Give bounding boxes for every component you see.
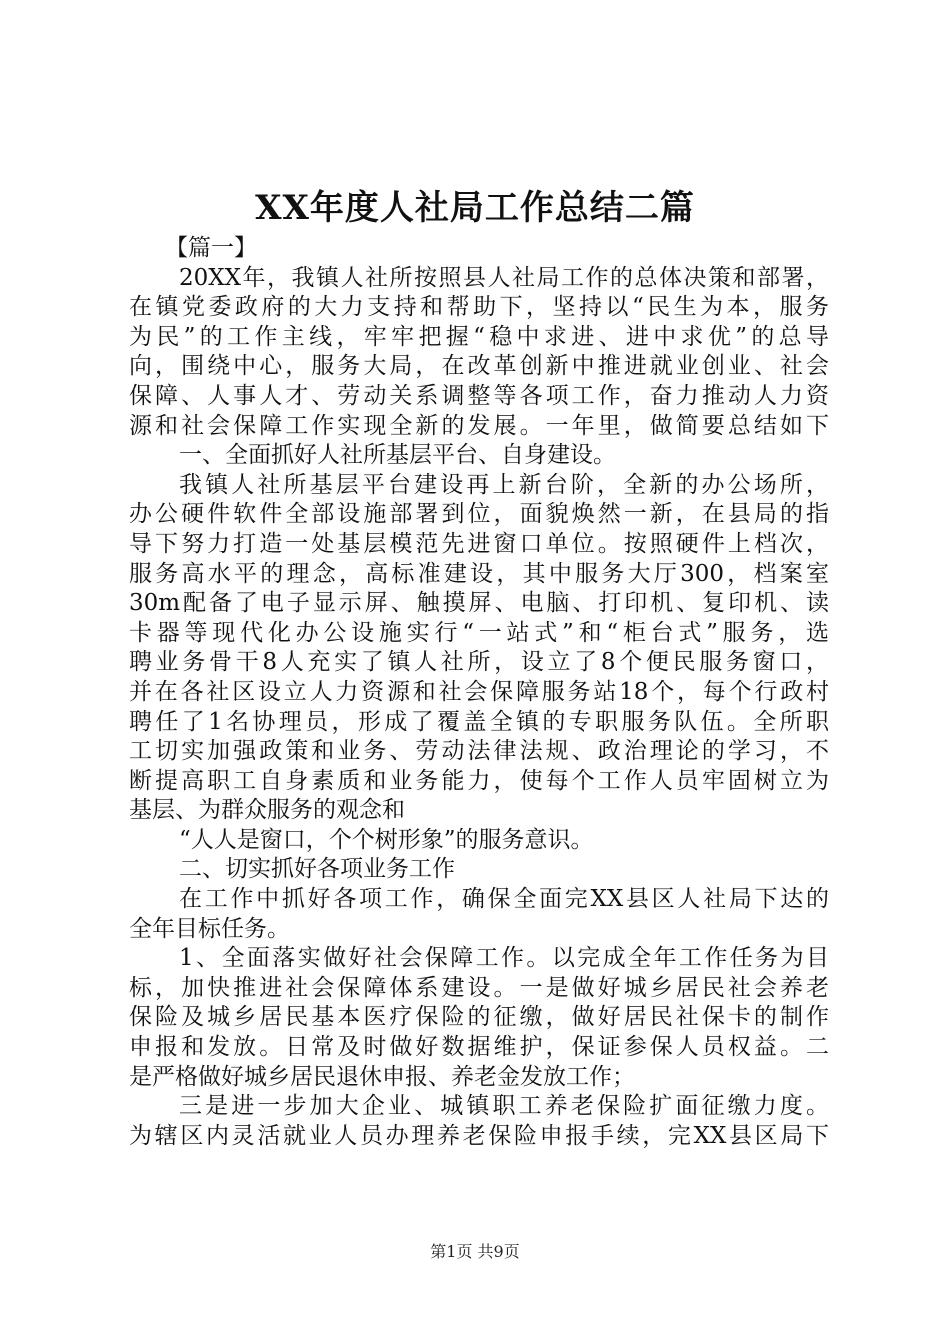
text-line: 标，加快推进社会保障体系建设。一是做好城乡居民社会养老 <box>129 974 829 1001</box>
text-line: 为民”的工作主线，牢牢把握“稳中求进、进中求优”的总导 <box>129 323 829 350</box>
text-line: 30m配备了电子显示屏、触摸屏、电脑、打印机、复印机、读 <box>129 590 829 617</box>
text-line: 三是进一步加大企业、城镇职工养老保险扩面征缴力度。 <box>179 1093 829 1120</box>
text-line: 向，围绕中心，服务大局，在改革创新中推进就业创业、社会 <box>129 353 829 380</box>
text-line: 1、全面落实做好社会保障工作。以完成全年工作任务为目 <box>179 945 829 972</box>
text-line: 并在各社区设立人力资源和社会保障服务站18个，每个行政村 <box>129 678 829 705</box>
text-line: 我镇人社所基层平台建设再上新台阶，全新的办公场所， <box>179 471 829 498</box>
text-line: 断提高职工自身素质和业务能力，使每个工作人员牢固树立为 <box>129 767 829 794</box>
text-line: 是严格做好城乡居民退休申报、养老金发放工作； <box>129 1063 635 1090</box>
text-line: 在工作中抓好各项工作，确保全面完XX县区人社局下达的 <box>179 886 829 913</box>
text-line: 卡器等现代化办公设施实行“一站式”和“柜台式”服务，选 <box>129 619 829 646</box>
text-line: 办公硬件软件全部设施部署到位，面貌焕然一新，在县局的指 <box>129 501 829 528</box>
text-line: 一、全面抓好人社所基层平台、自身建设。 <box>179 442 616 469</box>
text-line: 源和社会保障工作实现全新的发展。一年里，做简要总结如下 <box>129 412 829 439</box>
text-line: 服务高水平的理念，高标准建设，其中服务大厅300，档案室 <box>129 560 829 587</box>
document-body <box>129 234 829 1151</box>
text-line: 导下努力打造一处基层模范先进窗口单位。按照硬件上档次， <box>129 530 829 557</box>
text-line: 【篇一】 <box>165 235 257 261</box>
text-line: 二、切实抓好各项业务工作 <box>179 856 455 883</box>
text-line: 保障、人事人才、劳动关系调整等各项工作，奋力推动人力资 <box>129 382 829 409</box>
text-line: 保险及城乡居民基本医疗保险的征缴，做好居民社保卡的制作 <box>129 1004 829 1031</box>
text-line: 基层、为群众服务的观念和 <box>129 797 405 824</box>
text-line: “人人是窗口，个个树形象”的服务意识。 <box>179 826 594 853</box>
text-line: 申报和发放。日常及时做好数据维护，保证参保人员权益。二 <box>129 1034 829 1061</box>
text-line: 聘任了1名协理员，形成了覆盖全镇的专职服务队伍。全所职 <box>129 708 829 735</box>
text-line: 工切实加强政策和业务、劳动法律法规、政治理论的学习，不 <box>129 738 829 765</box>
text-line: 20XX年，我镇人社所按照县人社局工作的总体决策和部署， <box>179 264 829 291</box>
text-line: 全年目标任务。 <box>129 915 290 942</box>
text-line: 在镇党委政府的大力支持和帮助下，坚持以“民生为本，服务 <box>129 294 829 321</box>
text-line: 聘业务骨干8人充实了镇人社所，设立了8个便民服务窗口， <box>129 649 829 676</box>
text-line: 为辖区内灵活就业人员办理养老保险申报手续，完XX县区局下 <box>129 1122 829 1149</box>
page-footer: 第1页 共9页 <box>430 1242 520 1261</box>
document-title: XX年度人社局工作总结二篇 <box>255 188 695 228</box>
